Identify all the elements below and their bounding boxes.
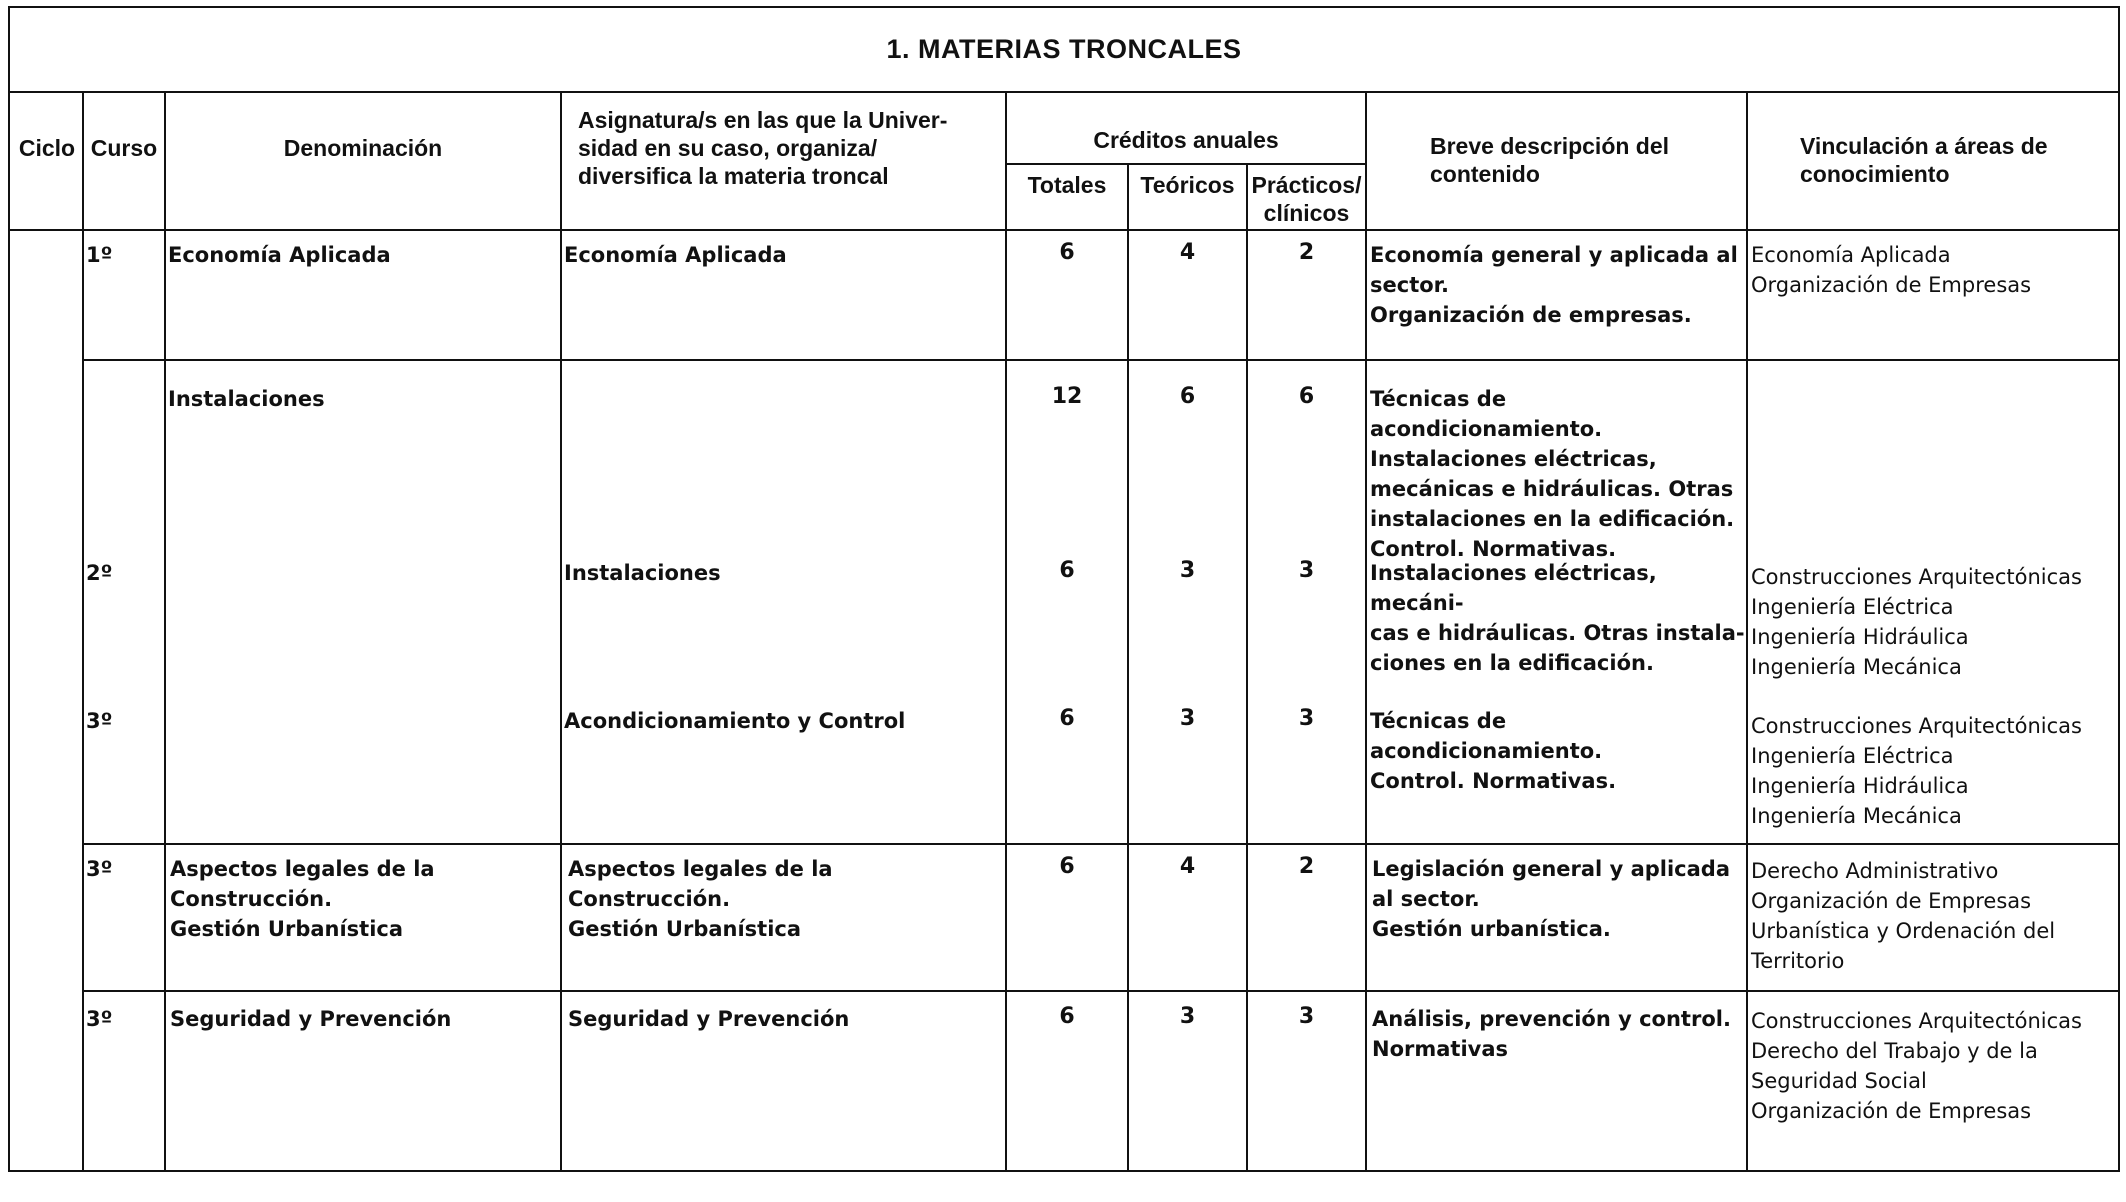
totales-cell: 6 [1059, 1004, 1075, 1029]
totales-cell: 6 [1059, 706, 1075, 731]
row-divider [82, 359, 2118, 361]
vinculacion-cell: Derecho Administrativo Organización de Empresas Urbanística y Ordenación del Territorio [1751, 859, 2056, 973]
materias-troncales-table [8, 6, 2120, 1172]
denominacion-cell: Instalaciones [168, 387, 325, 411]
asignatura-cell: Aspectos legales de la Construcción. Gestión Urbanística [568, 857, 833, 941]
header-vinculacion: Vinculación a áreas de conocimiento [1800, 133, 2048, 187]
col-divider [82, 93, 84, 1170]
curso-cell: 2º [86, 561, 113, 585]
descripcion-cell: Análisis, prevención y control. Normativas [1372, 1007, 1731, 1061]
practicos-cell: 6 [1298, 384, 1315, 409]
vinculacion-cell: Construcciones Arquitectónicas Ingeniería Eléctrica Ingeniería Hidráulica Ingeniería Mecánica [1751, 714, 2082, 828]
descripcion-cell: Técnicas de acondicionamiento. Instalaciones eléctricas, mecánicas e hidráulicas. Otras instalaciones en la edificación. Control. Normativas. [1370, 387, 1735, 561]
row-divider [10, 229, 2118, 231]
header-totales: Totales [1027, 172, 1107, 198]
header-descripcion: Breve descripción del contenido [1430, 133, 1670, 187]
row-divider [82, 843, 2118, 845]
header-practicos: Prácticos/ clínicos [1251, 172, 1362, 226]
col-divider [164, 93, 166, 1170]
header-creditos: Créditos anuales [1093, 127, 1279, 153]
curso-cell: 3º [86, 857, 113, 881]
teoricos-cell: 3 [1179, 558, 1196, 583]
teoricos-cell: 4 [1179, 854, 1196, 879]
descripcion-cell: Legislación general y aplicada al sector. Gestión urbanística. [1372, 857, 1730, 941]
header-curso: Curso [90, 135, 158, 161]
row-divider [1005, 163, 1365, 165]
vinculacion-cell: Construcciones Arquitectónicas Derecho del Trabajo y de la Seguridad Social Organización de Empresas [1751, 1009, 2082, 1123]
practicos-cell: 3 [1298, 706, 1315, 731]
teoricos-cell: 6 [1179, 384, 1196, 409]
totales-cell: 6 [1059, 558, 1075, 583]
teoricos-cell: 3 [1179, 1004, 1196, 1029]
practicos-cell: 3 [1298, 558, 1315, 583]
descripcion-cell: Técnicas de acondicionamiento. Control. Normativas. [1370, 709, 1617, 793]
col-divider [560, 93, 562, 1170]
asignatura-cell: Instalaciones [564, 561, 721, 585]
asignatura-cell: Acondicionamiento y Control [564, 709, 906, 733]
practicos-cell: 2 [1298, 240, 1315, 265]
denominacion-cell: Economía Aplicada [168, 243, 391, 267]
vinculacion-cell: Construcciones Arquitectónicas Ingeniería Eléctrica Ingeniería Hidráulica Ingeniería Mecánica [1751, 565, 2082, 679]
header-teoricos: Teóricos [1140, 172, 1235, 198]
teoricos-cell: 3 [1179, 706, 1196, 731]
practicos-cell: 3 [1298, 1004, 1315, 1029]
totales-cell: 6 [1059, 854, 1075, 879]
col-divider [1365, 93, 1367, 1170]
asignatura-cell: Economía Aplicada [564, 243, 787, 267]
denominacion-cell: Aspectos legales de la Construcción. Gestión Urbanística [170, 857, 435, 941]
curso-cell: 3º [86, 709, 113, 733]
vinculacion-cell: Economía Aplicada Organización de Empresas [1751, 243, 2032, 297]
asignatura-cell: Seguridad y Prevención [568, 1007, 850, 1031]
descripcion-cell: Economía general y aplicada al sector. Organización de empresas. [1370, 243, 1738, 327]
header-denominacion: Denominación [283, 135, 443, 161]
table-title: 1. MATERIAS TRONCALES [10, 8, 2118, 93]
practicos-cell: 2 [1298, 854, 1315, 879]
header-ciclo: Ciclo [18, 135, 76, 161]
denominacion-cell: Seguridad y Prevención [170, 1007, 452, 1031]
curso-cell: 3º [86, 1007, 113, 1031]
totales-cell: 12 [1051, 384, 1083, 409]
teoricos-cell: 4 [1179, 240, 1196, 265]
descripcion-cell: Instalaciones eléctricas, mecáni- cas e hidráulicas. Otras instala- ciones en la edificación. [1370, 561, 1745, 675]
totales-cell: 6 [1059, 240, 1075, 265]
header-asignaturas: Asignatura/s en las que la Univer- sidad en su caso, organiza/ diversifica la materia troncal [578, 107, 948, 189]
row-divider [82, 990, 2118, 992]
curso-cell: 1º [86, 243, 113, 267]
